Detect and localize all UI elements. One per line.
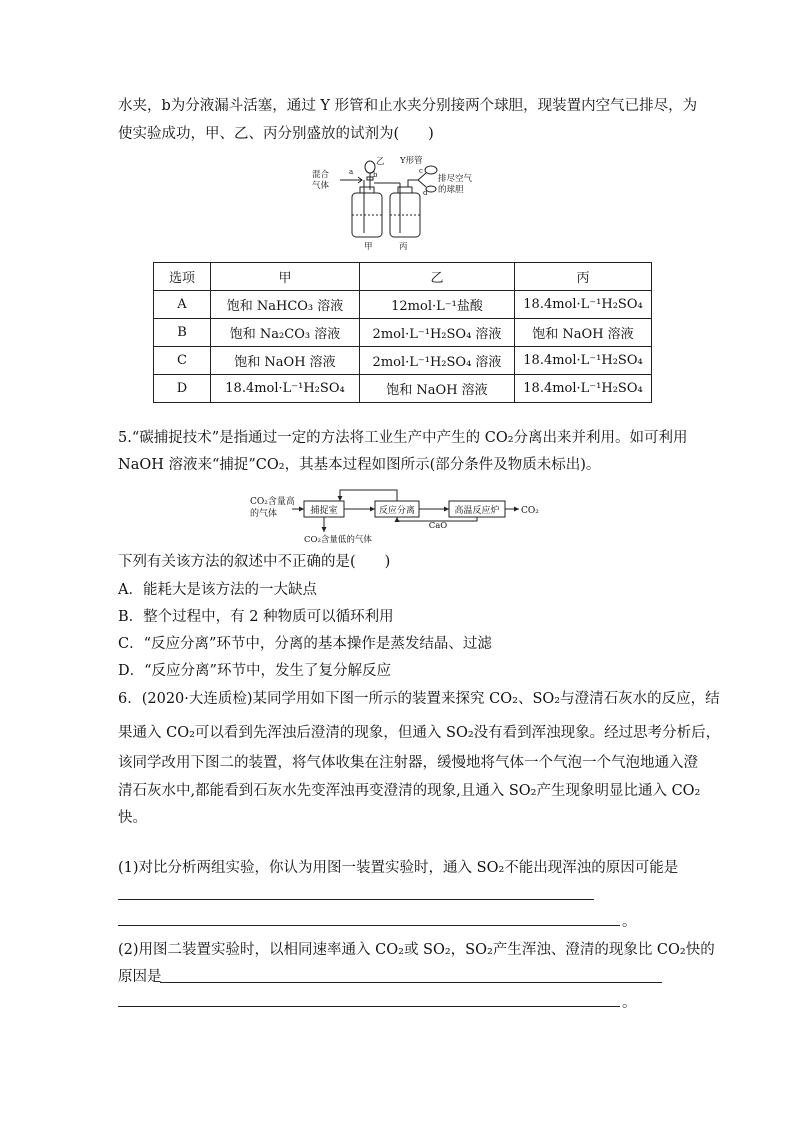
table-row (154, 347, 652, 375)
table-row (154, 375, 652, 403)
table-cell: B (154, 319, 211, 347)
flow-input-2: 的气体 (250, 509, 278, 519)
flow-box-furnace-label: 高温反应炉 (454, 506, 500, 516)
q6-line-5: 快。 (118, 810, 147, 826)
flow-bottom-label: CO₂含量低的气体 (304, 535, 372, 545)
answer-line-2b[interactable] (118, 1006, 620, 1007)
label-bladder-1: 排尽空气 (438, 174, 473, 184)
options-table (153, 262, 652, 403)
table-row (154, 291, 652, 319)
table-header: 甲 (211, 263, 360, 291)
q5-option-b: B．整个过程中，有 2 种物质可以循环利用 (118, 609, 394, 625)
q6-sub2-label: 原因是 (118, 969, 162, 985)
table-cell: 18.4mol·L⁻¹H₂SO₄ (515, 375, 652, 403)
table-cell: 饱和 NaHCO₃ 溶液 (211, 291, 360, 319)
answer-period-2: 。 (622, 995, 637, 1011)
table-cell: 饱和 Na₂CO₃ 溶液 (211, 319, 360, 347)
table-header: 乙 (360, 263, 515, 291)
carbon-capture-flow-diagram (248, 488, 548, 550)
q6-line-4: 清石灰水中,都能看到石灰水先变浑浊再变澄清的现象,且通入 SO₂产生现象明显比通入 CO₂ (118, 783, 701, 799)
q6-line-1: 6．(2020·大连质检)某同学用如下图一所示的装置来探究 CO₂、SO₂与澄清石灰水的反应，结 (118, 691, 720, 707)
q6-sub1: (1)对比分析两组实验，你认为用图一装置实验时，通入 SO₂不能出现浑浊的原因可能是 (118, 860, 679, 876)
q5-line-2: NaOH 溶液来“捕捉”CO₂，其基本过程如图所示(部分条件及物质未标出)。 (118, 457, 601, 473)
label-bladder-2: 的球胆 (438, 185, 464, 195)
label-c: c (419, 167, 423, 175)
flow-cao-label: CaO (428, 521, 448, 531)
table-row (154, 319, 652, 347)
answer-line-1a[interactable] (118, 899, 594, 900)
q6-line-2: 果通入 CO₂可以看到先浑浊后澄清的现象，但通入 SO₂没有看到浑浊现象。经过思考分析后， (118, 725, 721, 741)
q6-line-3: 该同学改用下图二的装置，将气体收集在注射器，缓慢地将气体一个气泡一个气泡地通入澄 (118, 755, 698, 771)
label-mixed-gas-1: 混合 (312, 170, 330, 180)
table-header: 选项 (154, 263, 211, 291)
answer-line-2a[interactable] (160, 982, 662, 983)
table-cell: A (154, 291, 211, 319)
flow-input-1: CO₂含量高 (250, 497, 295, 507)
flow-output: CO₂ (521, 506, 539, 516)
label-y-tube: Y形管 (400, 156, 423, 166)
apparatus-figure (310, 155, 490, 255)
answer-line-1b[interactable] (118, 925, 620, 926)
label-d: d (423, 189, 428, 197)
label-jia: 甲 (364, 242, 373, 252)
table-cell: 饱和 NaOH 溶液 (211, 347, 360, 375)
table-cell: 2mol·L⁻¹H₂SO₄ 溶液 (360, 319, 515, 347)
table-header: 丙 (515, 263, 652, 291)
q6-sub2-line-1: (2)用图二装置实验时，以相同速率通入 CO₂或 SO₂，SO₂产生浑浊、澄清的现象比 CO₂快的 (118, 942, 715, 958)
q5-stem: 下列有关该方法的叙述中不正确的是( ) (118, 554, 391, 570)
table-cell: C (154, 347, 211, 375)
table-cell: 18.4mol·L⁻¹H₂SO₄ (515, 347, 652, 375)
table-cell: 18.4mol·L⁻¹H₂SO₄ (211, 375, 360, 403)
q5-line-1: 5.“碳捕捉技术”是指通过一定的方法将工业生产中产生的 CO₂分离出来并利用。如可利用 (118, 430, 688, 446)
table-cell: 18.4mol·L⁻¹H₂SO₄ (515, 291, 652, 319)
label-b: b (373, 171, 378, 179)
flow-box-capture-label: 捕捉室 (310, 506, 338, 516)
q5-option-c: C．“反应分离”环节中，分离的基本操作是蒸发结晶、过滤 (118, 636, 492, 652)
answer-period-1: 。 (622, 914, 637, 930)
q5-option-d: D．“反应分离”环节中，发生了复分解反应 (118, 663, 391, 679)
table-cell: 饱和 NaOH 溶液 (360, 375, 515, 403)
q5-option-a: A．能耗大是该方法的一大缺点 (118, 582, 317, 598)
table-cell: 2mol·L⁻¹H₂SO₄ 溶液 (360, 347, 515, 375)
table-header-row (154, 263, 652, 291)
flow-box-separation-label: 反应分离 (378, 506, 416, 516)
label-a: a (349, 168, 354, 176)
table-cell: 12mol·L⁻¹盐酸 (360, 291, 515, 319)
table-cell: 饱和 NaOH 溶液 (515, 319, 652, 347)
table-cell: D (154, 375, 211, 403)
intro-line-2: 使实验成功，甲、乙、丙分别盛放的试剂为( ) (118, 126, 434, 142)
label-mixed-gas-2: 气体 (312, 181, 330, 191)
label-yi: 乙 (376, 157, 385, 167)
intro-line-1: 水夹，b为分液漏斗活塞，通过 Y 形管和止水夹分别接两个球胆，现装置内空气已排尽，为 (118, 98, 698, 114)
label-bing: 丙 (399, 242, 408, 252)
